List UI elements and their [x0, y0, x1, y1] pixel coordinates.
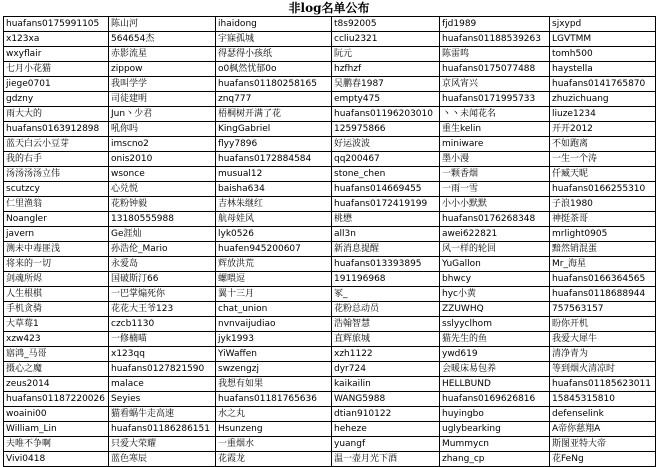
table-cell: chat_union	[216, 302, 332, 317]
table-cell: huafans0172419199	[332, 197, 440, 212]
table-cell: ywd619	[440, 347, 550, 362]
table-cell: 直辉旅城	[332, 332, 440, 347]
table-cell: wsonce	[109, 167, 216, 182]
table-row	[4, 137, 656, 152]
table-cell: huafans01187220026	[4, 392, 109, 407]
table-cell: huafans0141765870	[550, 77, 656, 92]
table-cell: sslyyclhom	[440, 317, 550, 332]
table-cell: ccliu2321	[332, 32, 440, 47]
table-cell: 寤鸿_马哥	[4, 347, 109, 362]
table-cell: 子浪1980	[550, 197, 656, 212]
table-row	[4, 17, 656, 32]
table-cell: mrlight0905	[550, 227, 656, 242]
table-cell: x123qq	[109, 347, 216, 362]
table-cell: huafans0176268348	[440, 212, 550, 227]
table-cell: 陈山河	[109, 17, 216, 32]
name-list-sheet	[3, 2, 655, 467]
table-cell: 我叫学学	[109, 77, 216, 92]
table-cell: Seyies	[109, 392, 216, 407]
table-cell: dyr724	[332, 362, 440, 377]
table-cell: 国破斯汀66	[109, 272, 216, 287]
table-cell: liuze1234	[550, 107, 656, 122]
table-cell: 猫看蜗牛走高速	[109, 407, 216, 422]
table-cell: 好运波波	[332, 137, 440, 152]
table-cell: ihaidong	[216, 17, 332, 32]
table-row	[4, 62, 656, 77]
table-row	[4, 437, 656, 452]
table-cell: 花粉钟毅	[109, 197, 216, 212]
table-row	[4, 92, 656, 107]
table-cell: 夫唯不争啊	[4, 437, 109, 452]
table-cell: 大草莓1	[4, 317, 109, 332]
table-cell: 吼你吗	[109, 122, 216, 137]
table-cell: 螺喂逗	[216, 272, 332, 287]
table-cell: 蓝天白云小豆芽	[4, 137, 109, 152]
table-cell: 125975866	[332, 122, 440, 137]
table-cell: 将来的一切	[4, 257, 109, 272]
table-cell: sjxypd	[550, 17, 656, 32]
table-row	[4, 317, 656, 332]
table-cell: swzengzj	[216, 362, 332, 377]
table-cell: 神挺茶哥	[550, 212, 656, 227]
table-row	[4, 332, 656, 347]
table-cell: 我想有如果	[216, 377, 332, 392]
table-cell: 测未中毒匪浅	[4, 242, 109, 257]
table-cell: empty475	[332, 92, 440, 107]
table-cell: 司徒建明	[109, 92, 216, 107]
table-cell: miniware	[440, 137, 550, 152]
table-cell: 水之丸	[216, 407, 332, 422]
table-cell: huafans0166364565	[550, 272, 656, 287]
table-cell: HELLBUND	[440, 377, 550, 392]
table-cell: Vivi0418	[4, 452, 109, 467]
table-cell: xzw423	[4, 332, 109, 347]
table-cell: malace	[109, 377, 216, 392]
table-cell: woaini00	[4, 407, 109, 422]
table-cell: 斯图亚特大帝	[550, 437, 656, 452]
table-row	[4, 407, 656, 422]
table-cell: huafans0169626816	[440, 392, 550, 407]
table-cell: 翼十三月	[216, 287, 332, 302]
table-cell: huafans0118688944	[550, 287, 656, 302]
table-cell: 一修楠喵	[109, 332, 216, 347]
table-cell: 花FeNg	[550, 452, 656, 467]
table-cell: William_Lin	[4, 422, 109, 437]
table-row	[4, 272, 656, 287]
table-cell: o0枫然忧郁0o	[216, 62, 332, 77]
table-cell: 梧桐树开满了花	[216, 107, 332, 122]
table-cell: 564654杰	[109, 32, 216, 47]
table-cell: 墨小漫	[440, 152, 550, 167]
table-cell: hzfhzf	[332, 62, 440, 77]
table-row	[4, 287, 656, 302]
page-title: 非log名单公布	[288, 1, 370, 15]
table-cell: Ge涯灿	[109, 227, 216, 242]
table-cell: huyingbo	[440, 407, 550, 422]
table-row	[4, 377, 656, 392]
table-cell: x123xa	[4, 32, 109, 47]
table-cell: flyy7896	[216, 137, 332, 152]
table-cell: 阮元	[332, 47, 440, 62]
table-cell: zhuzichuang	[550, 92, 656, 107]
table-cell: 会暖床易包养	[440, 362, 550, 377]
table-row	[4, 452, 656, 467]
table-cell: Hsunzeng	[216, 422, 332, 437]
table-cell: Jun丶少君	[109, 107, 216, 122]
table-row	[4, 242, 656, 257]
table-cell: awei622821	[440, 227, 550, 242]
table-cell: ZZUWHQ	[440, 302, 550, 317]
table-cell: 191196968	[332, 272, 440, 287]
table-cell: 13180555988	[109, 212, 216, 227]
table-row	[4, 47, 656, 62]
table-cell: 桃懋	[332, 212, 440, 227]
table-cell: imscno2	[109, 137, 216, 152]
table-cell: huafans013393895	[332, 257, 440, 272]
name-table-body	[4, 17, 656, 467]
table-cell: YiWaffen	[216, 347, 332, 362]
table-cell: 吉林朱继红	[216, 197, 332, 212]
table-cell: 花花大王爷123	[109, 302, 216, 317]
table-row	[4, 392, 656, 407]
table-cell: huafans0171995733	[440, 92, 550, 107]
table-cell: huafans01196203010	[332, 107, 440, 122]
table-cell: bhwcy	[440, 272, 550, 287]
table-cell: 蓝色寒辰	[109, 452, 216, 467]
table-cell: 等到烟火清凉时	[550, 362, 656, 377]
table-cell: 15845315810	[550, 392, 656, 407]
table-cell: znq777	[216, 92, 332, 107]
table-row	[4, 32, 656, 47]
table-cell: huafans01188539263	[440, 32, 550, 47]
table-cell: huafans0175077488	[440, 62, 550, 77]
table-cell: 京风宵兴	[440, 77, 550, 92]
table-row	[4, 197, 656, 212]
table-row	[4, 227, 656, 242]
table-cell: 冢_	[332, 287, 440, 302]
table-cell: 猫先生的鱼	[440, 332, 550, 347]
table-cell: jyk1993	[216, 332, 332, 347]
table-cell: 花粉总动员	[332, 302, 440, 317]
table-cell: 清净青为	[550, 347, 656, 362]
table-cell: 我的右手	[4, 152, 109, 167]
table-cell: 雨大大的	[4, 107, 109, 122]
table-row	[4, 122, 656, 137]
table-cell: uglybearking	[440, 422, 550, 437]
table-row	[4, 152, 656, 167]
table-cell: 心兑悦	[109, 182, 216, 197]
table-cell: huafans0172884584	[216, 152, 332, 167]
table-cell: onis2010	[109, 152, 216, 167]
table-cell: 小小小默默	[440, 197, 550, 212]
table-cell: wxyflair	[4, 47, 109, 62]
table-cell: 陈雷鸣	[440, 47, 550, 62]
table-cell: 黯然销混蛋	[550, 242, 656, 257]
table-cell: heheze	[332, 422, 440, 437]
table-cell: Mummycn	[440, 437, 550, 452]
table-cell: huafans0127821590	[109, 362, 216, 377]
table-cell: 航母娃风	[216, 212, 332, 227]
table-cell: 只爱大荣耀	[109, 437, 216, 452]
table-cell: 我爱大犀牛	[550, 332, 656, 347]
table-cell: YuGallon	[440, 257, 550, 272]
table-cell: KingGabriel	[216, 122, 332, 137]
table-cell: jiege0701	[4, 77, 109, 92]
table-cell: 手机贪骑	[4, 302, 109, 317]
table-cell: Mr_海星	[550, 257, 656, 272]
table-cell: 摄心之魔	[4, 362, 109, 377]
table-cell: 孙浩伦_Mario	[109, 242, 216, 257]
table-cell: 花霞龙	[216, 452, 332, 467]
table-row	[4, 77, 656, 92]
table-cell: huafans01181765636	[216, 392, 332, 407]
table-cell: 汤汤汤汤立伟	[4, 167, 109, 182]
table-cell: huafen945200607	[216, 242, 332, 257]
table-cell: 温一壶月光下酒	[332, 452, 440, 467]
table-cell: 仟臧天昵	[550, 167, 656, 182]
table-cell: 开开2012	[550, 122, 656, 137]
table-cell: dtian910122	[332, 407, 440, 422]
table-cell: zhang_cp	[440, 452, 550, 467]
table-cell: 吴鹏春1987	[332, 77, 440, 92]
table-cell: nvnvaijudiao	[216, 317, 332, 332]
table-cell: stone_chen	[332, 167, 440, 182]
table-row	[4, 182, 656, 197]
table-cell: 不如跑离	[550, 137, 656, 152]
table-cell: t8s92005	[332, 17, 440, 32]
name-list-table	[3, 16, 656, 467]
table-row	[4, 257, 656, 272]
table-cell: 丶丶未闻花名	[440, 107, 550, 122]
table-cell: WANG5988	[332, 392, 440, 407]
table-cell: 一重烟水	[216, 437, 332, 452]
table-cell: 新消息提醒	[332, 242, 440, 257]
table-cell: all3n	[332, 227, 440, 242]
table-cell: yuangf	[332, 437, 440, 452]
table-row	[4, 212, 656, 227]
table-cell: 人生根棋	[4, 287, 109, 302]
table-cell: huafans0163912898	[4, 122, 109, 137]
table-cell: haystella	[550, 62, 656, 77]
table-cell: LGVTMM	[550, 32, 656, 47]
table-cell: 盼你开机	[550, 317, 656, 332]
table-cell: gdzny	[4, 92, 109, 107]
table-cell: 七月小花猫	[4, 62, 109, 77]
table-cell: huafans01180258165	[216, 77, 332, 92]
table-cell: lyk0526	[216, 227, 332, 242]
table-cell: huafans014669455	[332, 182, 440, 197]
table-cell: 一颗香烟	[440, 167, 550, 182]
table-cell: 757563157	[550, 302, 656, 317]
table-cell: javern	[4, 227, 109, 242]
table-row	[4, 422, 656, 437]
table-cell: 一雨一雪	[440, 182, 550, 197]
table-cell: zeus2014	[4, 377, 109, 392]
table-cell: 赤影流星	[109, 47, 216, 62]
table-cell: 永爱岛	[109, 257, 216, 272]
table-cell: 剑魂所烬	[4, 272, 109, 287]
table-row	[4, 107, 656, 122]
table-cell: huafans0166255310	[550, 182, 656, 197]
table-row	[4, 302, 656, 317]
table-cell: xzh1122	[332, 347, 440, 362]
table-row	[4, 347, 656, 362]
table-cell: 浩翰智慧	[332, 317, 440, 332]
table-cell: 风一样的轮回	[440, 242, 550, 257]
table-cell: defenselink	[550, 407, 656, 422]
table-cell: 宇寐孤城	[216, 32, 332, 47]
table-cell: hyc小黄	[440, 287, 550, 302]
table-cell: 辉放洪荒	[216, 257, 332, 272]
table-cell: 一巴掌煽死你	[109, 287, 216, 302]
table-cell: scutzcy	[4, 182, 109, 197]
table-cell: 得瑟得小孩纸	[216, 47, 332, 62]
table-cell: huafans0175991105	[4, 17, 109, 32]
table-cell: baisha634	[216, 182, 332, 197]
table-cell: fjd1989	[440, 17, 550, 32]
table-cell: czcb1130	[109, 317, 216, 332]
table-cell: zippow	[109, 62, 216, 77]
table-cell: huafans01185623011	[550, 377, 656, 392]
table-cell: 重生kelin	[440, 122, 550, 137]
table-cell: musual12	[216, 167, 332, 182]
table-cell: tomh500	[550, 47, 656, 62]
table-row	[4, 167, 656, 182]
table-cell: A帝你慈翔A	[550, 422, 656, 437]
table-cell: 一生一个涛	[550, 152, 656, 167]
table-cell: huafans01186286151	[109, 422, 216, 437]
table-cell: Noangler	[4, 212, 109, 227]
table-row	[4, 362, 656, 377]
table-cell: kaikailin	[332, 377, 440, 392]
table-cell: 仁里渔翁	[4, 197, 109, 212]
table-cell: qq200467	[332, 152, 440, 167]
